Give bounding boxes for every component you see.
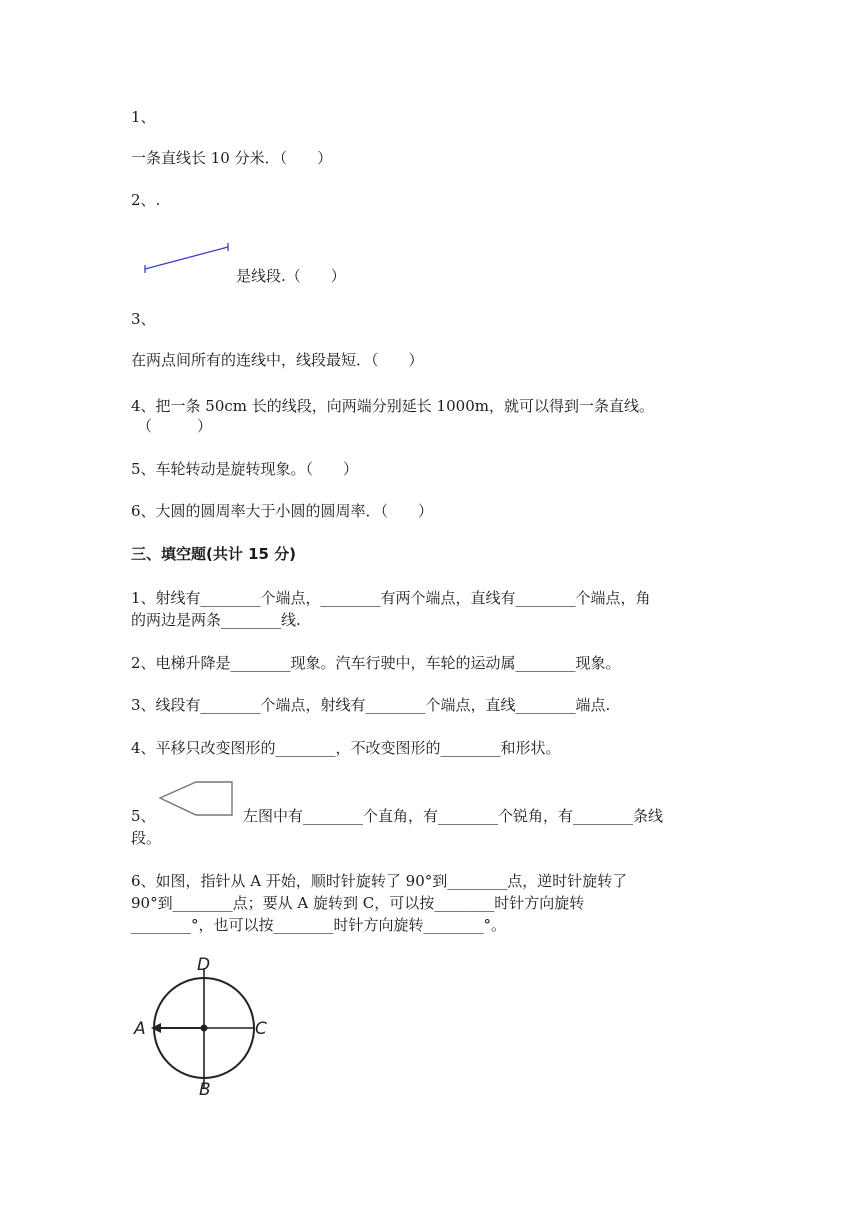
q2-number: 2、. — [131, 191, 161, 209]
fill-q5-number: 5、 — [131, 807, 156, 825]
fill-q2-text: 2、电梯升降是________现象。汽车行驶中，车轮的运动属________现象。 — [131, 654, 621, 672]
q4-line1: 4、把一条 50cm 长的线段，向两端分别延长 1000m，就可以得到一条直线。 — [131, 397, 654, 415]
label-c: C — [255, 1019, 267, 1039]
label-a: A — [134, 1019, 146, 1039]
pointer-arrowhead — [151, 1023, 161, 1033]
fill-q6-line2: 90°到________点；要从 A 旋转到 C，可以按________时针方向旋转 — [131, 894, 585, 912]
fill-q6-line3: ________°，也可以按________时针方向旋转________°。 — [131, 916, 507, 934]
q2-text: 是线段.（ ） — [236, 267, 346, 285]
q1-text: 一条直线长 10 分米．（ ） — [131, 149, 333, 167]
fill-q4-text: 4、平移只改变图形的________，不改变图形的________和形状。 — [131, 739, 561, 757]
section-heading: 三、填空题(共计 15 分) — [131, 545, 297, 563]
fill-q1-line1: 1、射线有________个端点，________有两个端点，直线有________个端点，角 — [131, 589, 651, 607]
q1-number: 1、 — [131, 108, 156, 126]
q3-number: 3、 — [131, 310, 156, 328]
q4-line2: （ ） — [137, 417, 213, 435]
fill-q6-line1: 6、如图，指针从 A 开始，顺时针旋转了 90°到________点，逆时针旋转了 — [131, 872, 628, 890]
fill-q5-line1: 左图中有________个直角，有________个锐角，有________条线 — [243, 807, 664, 825]
fill-q1-line2: 的两边是两条________线. — [131, 611, 301, 629]
dial-figure — [128, 950, 278, 1100]
fill-q3-text: 3、线段有________个端点，射线有________个端点，直线________端点. — [131, 696, 611, 714]
line-segment-figure — [138, 238, 236, 276]
q5-text: 5、车轮转动是旋转现象。（ ） — [131, 460, 359, 478]
label-d: D — [197, 955, 211, 975]
q6-text: 6、大圆的圆周率大于小圆的圆周率．（ ） — [131, 502, 434, 520]
label-b: B — [199, 1080, 211, 1100]
fill-q5-line2: 段。 — [131, 829, 162, 847]
dial-center — [201, 1025, 208, 1032]
pentagon-figure — [158, 780, 236, 818]
q3-text: 在两点间所有的连线中，线段最短．（ ） — [131, 351, 424, 369]
